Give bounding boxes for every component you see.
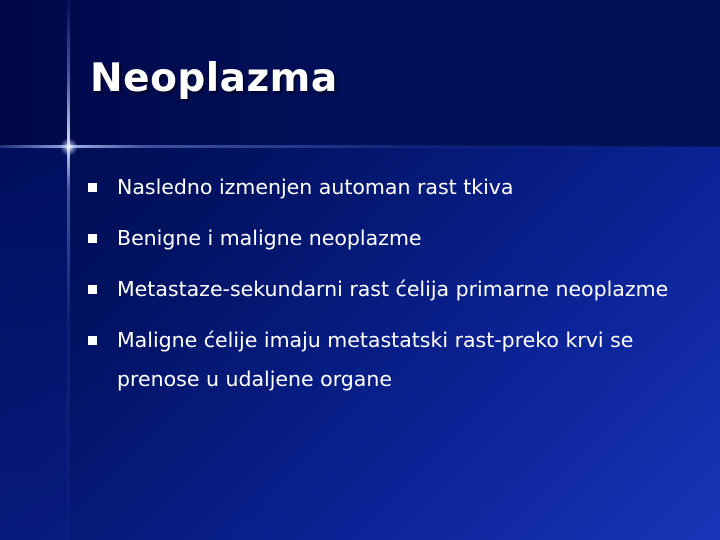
bullet-text: Maligne ćelije imaju metastatski rast-preko krvi se prenose u udaljene organe: [117, 328, 634, 391]
slide-title: Neoplazma: [90, 56, 338, 101]
horizontal-accent-line: [0, 145, 720, 148]
bullet-text: Nasledno izmenjen automan rast tkiva: [117, 175, 514, 199]
square-bullet-icon: [88, 336, 97, 345]
bullet-text: Benigne i maligne neoplazme: [117, 226, 422, 250]
square-bullet-icon: [88, 285, 97, 294]
vertical-accent-line: [67, 0, 70, 540]
bullet-item: [88, 219, 688, 258]
bullet-text: Metastaze-sekundarni rast ćelija primarne neoplazme: [117, 277, 669, 301]
bullet-item: [88, 321, 688, 399]
bullet-item: [88, 270, 688, 309]
sparkle-decoration: [60, 138, 78, 156]
bullet-list: [88, 168, 688, 411]
left-band: [0, 147, 68, 540]
bullet-item: [88, 168, 688, 207]
square-bullet-icon: [88, 183, 97, 192]
square-bullet-icon: [88, 234, 97, 243]
